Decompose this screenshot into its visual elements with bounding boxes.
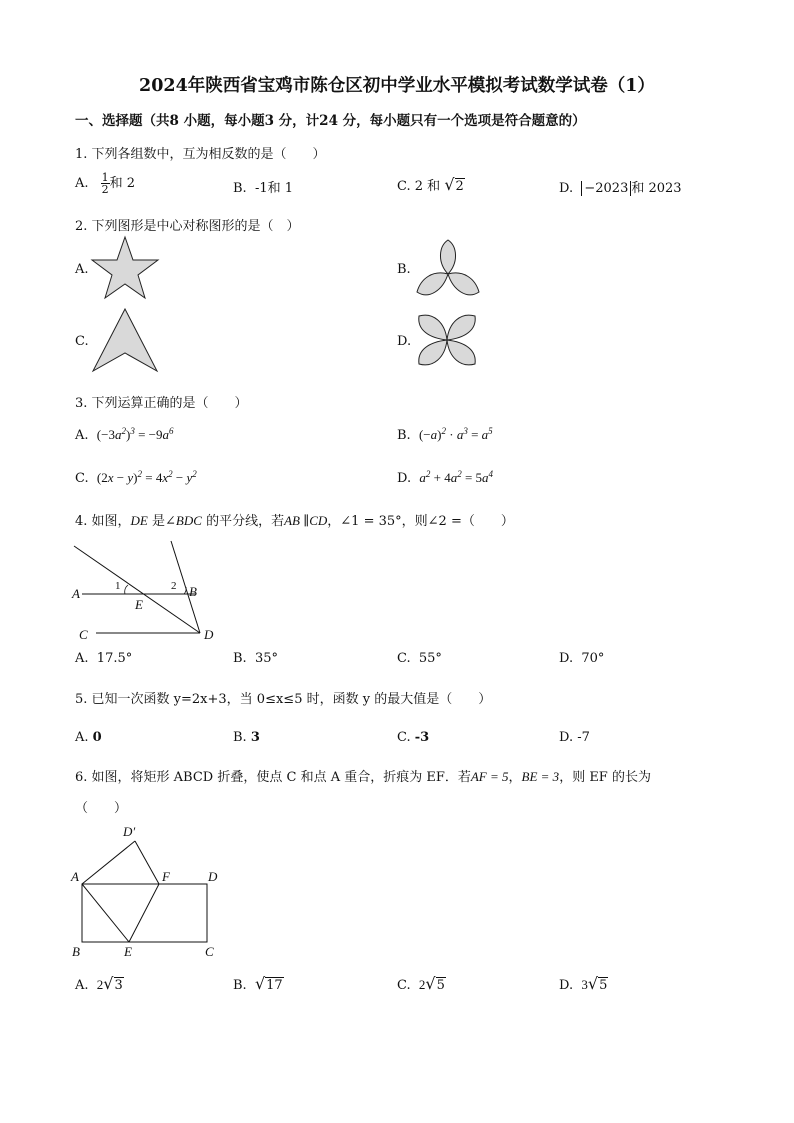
four-petal-figure: [415, 310, 479, 370]
section-heading: 一、选择题（共8 小题，每小题3 分，计24 分，每小题只有一个选项是符合题意的）: [75, 113, 586, 129]
q6-option-a[interactable]: A. 2√3: [75, 974, 123, 993]
q2-option-d[interactable]: D.: [397, 334, 412, 349]
q3-option-b[interactable]: B. $(-a)^2 \cdot a^3 = a^5$: [397, 426, 493, 443]
q1-stem: 1. 下列各组数中，互为相反数的是（ ）: [75, 147, 326, 162]
q6-paren: （ ）: [75, 801, 128, 816]
q6-label-dprime: D′: [123, 824, 136, 839]
page-title: 2024年陕西省宝鸡市陈仓区初中学业水平模拟考试数学试卷（1）: [139, 76, 655, 96]
q5-option-a[interactable]: A. 0: [75, 730, 102, 745]
q1-option-a[interactable]: A. $\frac{1}{2}$ 和 2: [75, 171, 136, 196]
three-petal-figure: [415, 238, 481, 300]
q4-label-two: 2: [171, 580, 177, 592]
q6-option-c[interactable]: C. 2√5: [397, 974, 445, 993]
q4-label-c: C: [79, 627, 88, 642]
star-figure: [90, 235, 160, 300]
q3-a-expression: $(-3a^2)^3 = -9a^6$: [96, 426, 174, 442]
q5-stem: 5. 已知一次函数 y=2x+3，当 0≤x≤5 时，函数 y 的最大值是（ ）: [75, 692, 492, 707]
q6-label-b: B: [72, 944, 80, 959]
q3-b-expression: $(-a)^2 \cdot a^3 = a^5$: [418, 426, 493, 442]
q2-stem: 2. 下列图形是中心对称图形的是（ ）: [75, 219, 300, 234]
q2-option-a[interactable]: A.: [75, 262, 89, 277]
q1-option-c[interactable]: C. 2 和 √2: [397, 175, 464, 194]
q6-option-b[interactable]: B. √17: [233, 974, 283, 993]
q2-option-c[interactable]: C.: [75, 334, 89, 349]
q2-option-b[interactable]: B.: [397, 262, 411, 277]
q6-folded-rectangle-figure: [82, 838, 212, 948]
q4-option-a[interactable]: A. 17.5°: [75, 651, 133, 666]
q3-option-d[interactable]: D. $a^2 + 4a^2 = 5a^4$: [397, 469, 494, 486]
fraction-half: $\frac{1}{2}$: [101, 171, 109, 196]
q5-option-b[interactable]: B. 3: [233, 730, 260, 745]
q4-option-c[interactable]: C. 55°: [397, 651, 442, 666]
absolute-value: −2023: [581, 181, 631, 196]
q4-option-d[interactable]: D. 70°: [559, 651, 605, 666]
q3-c-expression: $(2x - y)^2 = 4x^2 - y^2$: [96, 469, 197, 485]
q4-option-b[interactable]: B. 35°: [233, 651, 278, 666]
q4-label-b: B: [189, 584, 197, 599]
q6-stem: 6. 如图，将矩形 ABCD 折叠，使点 C 和点 A 重合，折痕为 EF．若AF = 5，BE = 3，则 EF 的长为: [75, 769, 651, 785]
arrowhead-figure: [90, 307, 160, 373]
q6-label-e: E: [124, 944, 132, 959]
q1-option-d[interactable]: D. −2023 和 2023: [559, 181, 682, 196]
q6-label-f: F: [162, 869, 170, 884]
q1-option-b[interactable]: B. -1和 1: [233, 181, 294, 196]
sqrt-symbol: √2: [444, 175, 464, 194]
q4-label-one: 1: [115, 580, 121, 592]
q3-option-a[interactable]: A. $(-3a^2)^3 = -9a^6$: [75, 426, 174, 443]
q4-stem: 4. 如图，DE 是∠BDC 的平分线，若AB ∥CD，∠1 = 35°，则∠2 =（ ）: [75, 513, 514, 529]
q3-option-c[interactable]: C. $(2x - y)^2 = 4x^2 - y^2$: [75, 469, 197, 486]
q5-option-d[interactable]: D. -7: [559, 730, 590, 745]
q4-label-d: D: [204, 627, 214, 642]
q3-d-expression: $a^2 + 4a^2 = 5a^4$: [419, 469, 494, 485]
q4-label-e: E: [135, 597, 143, 612]
q6-option-d[interactable]: D. 3√5: [559, 974, 608, 993]
q5-option-c[interactable]: C. -3: [397, 730, 430, 745]
q6-label-a: A: [71, 869, 79, 884]
q4-label-a: A: [72, 586, 80, 601]
q6-label-c: C: [205, 944, 214, 959]
q3-stem: 3. 下列运算正确的是（ ）: [75, 396, 248, 411]
q6-label-d: D: [208, 869, 218, 884]
